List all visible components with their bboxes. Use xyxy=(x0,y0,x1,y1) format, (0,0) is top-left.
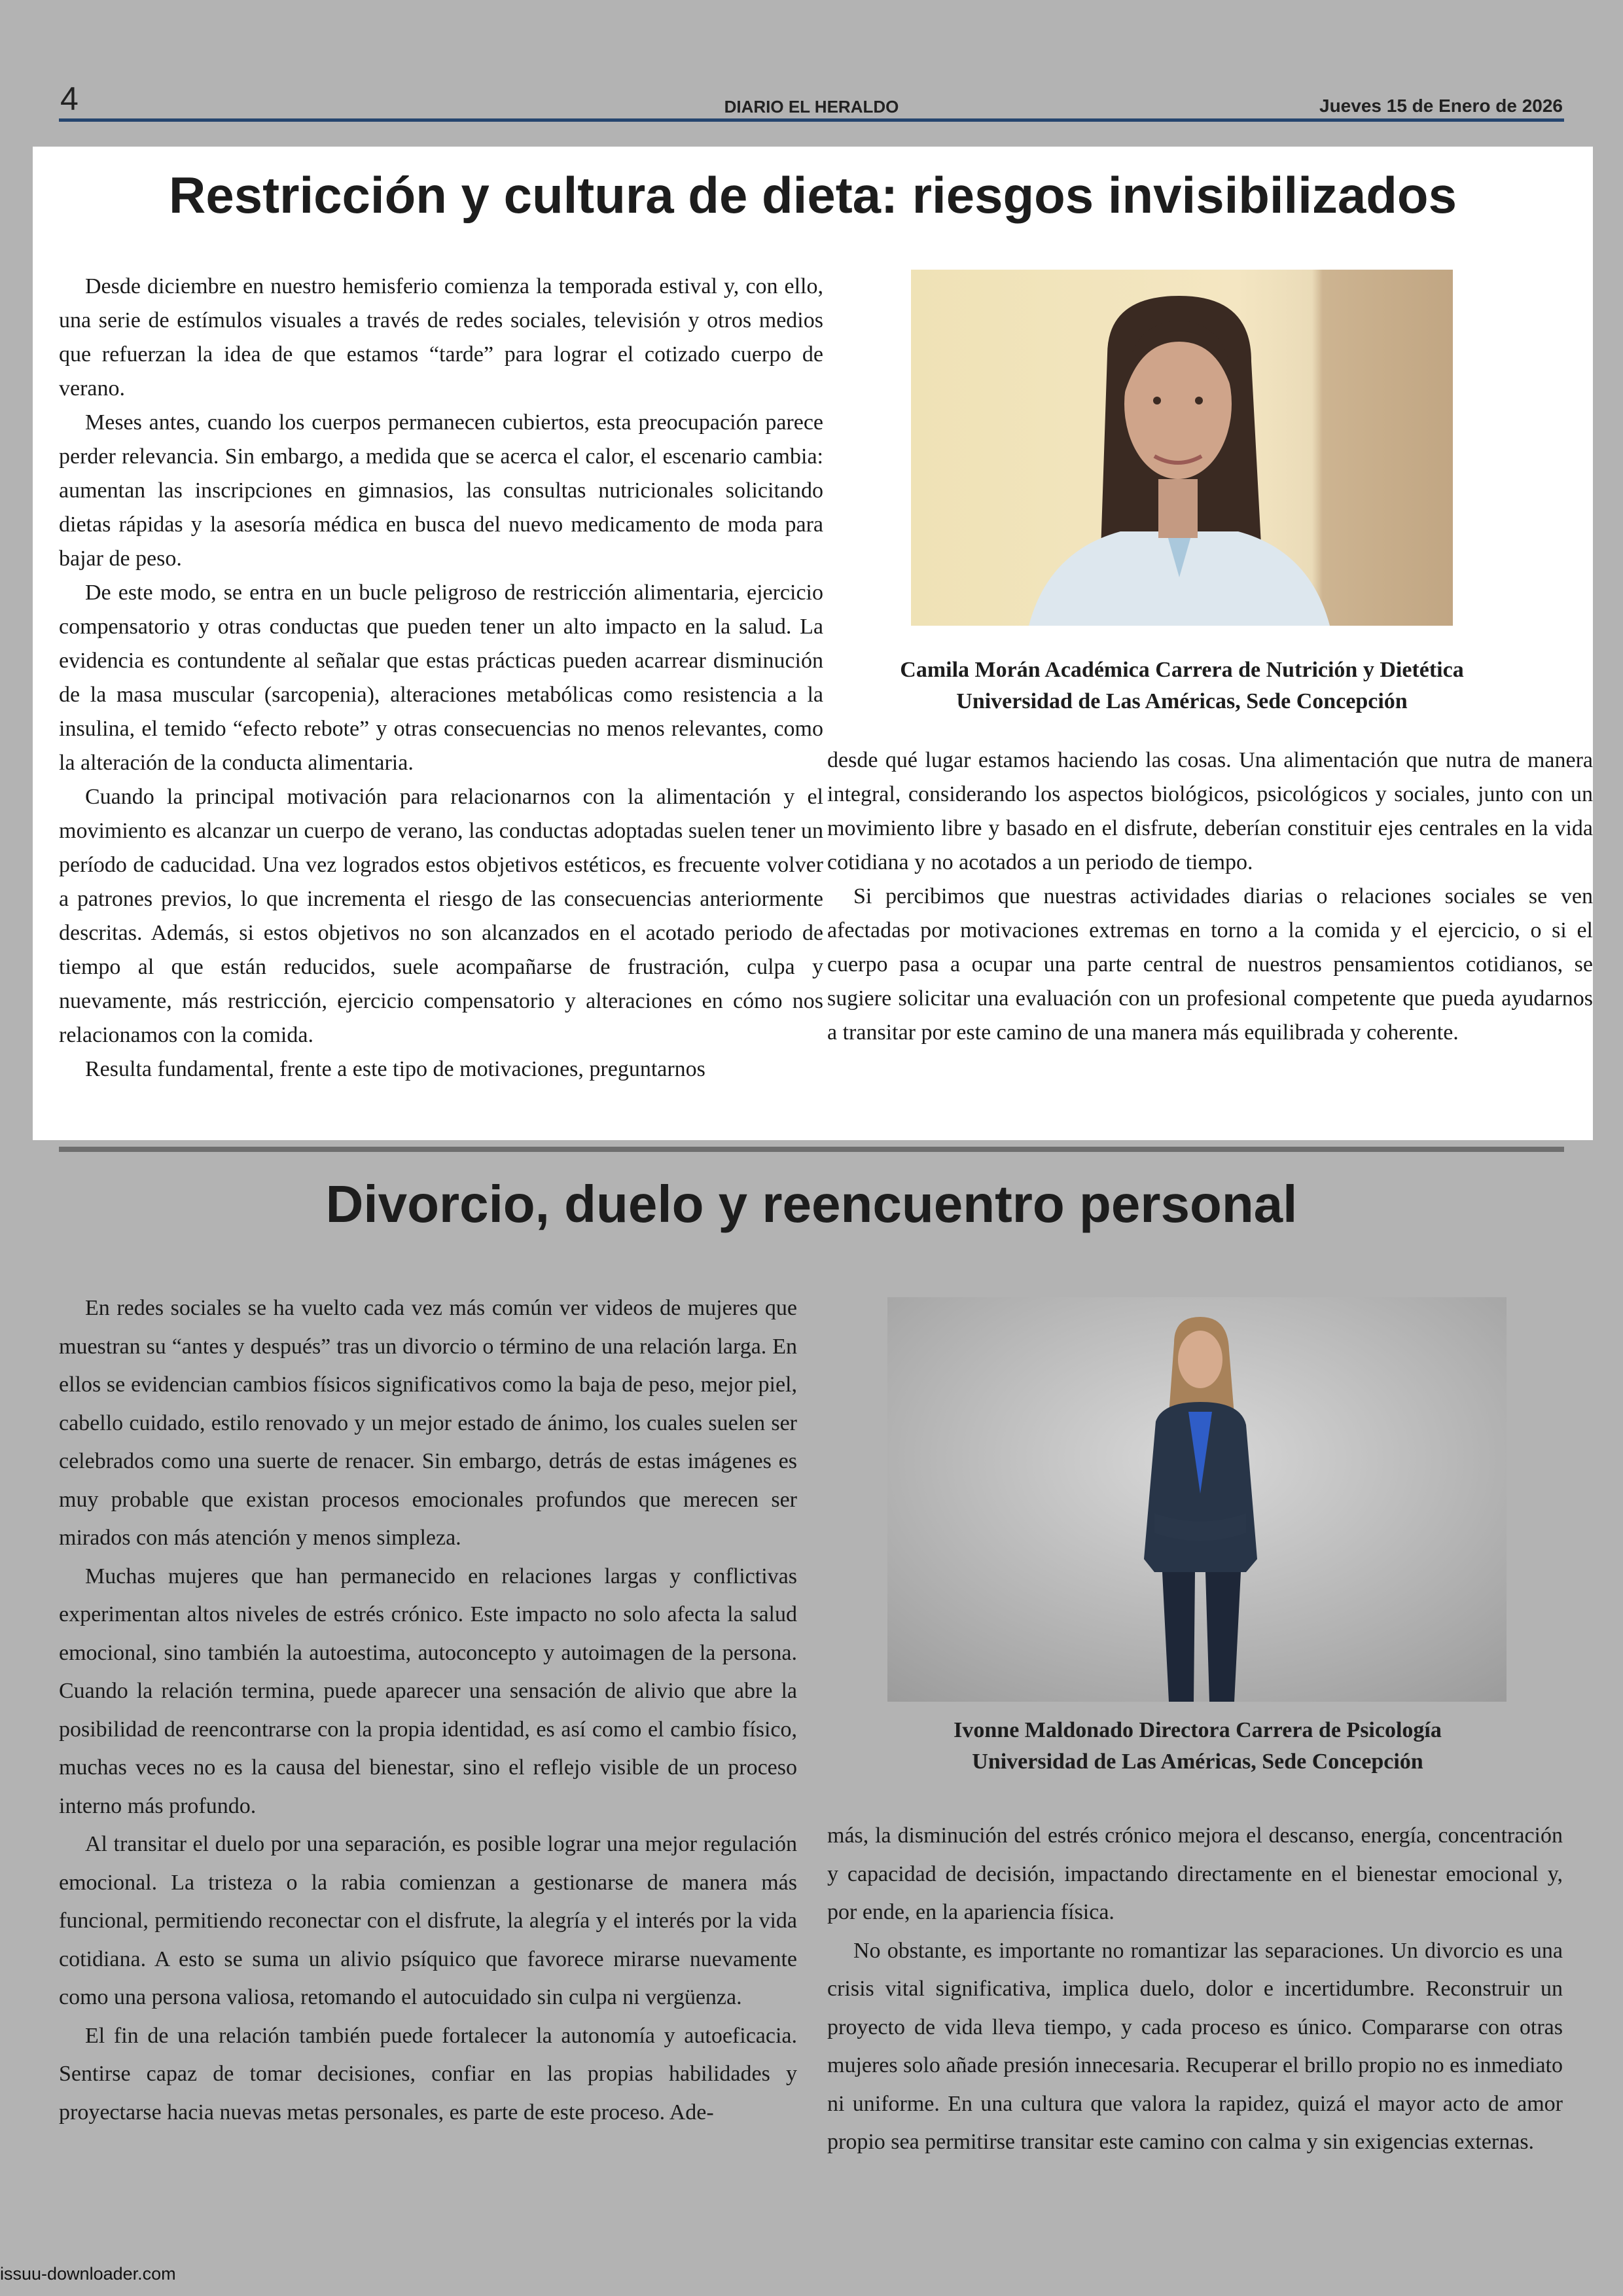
caption-institution-line: Universidad de Las Américas, Sede Concepción xyxy=(972,1749,1423,1774)
paragraph: Cuando la principal motivación para relacionarnos con la alimentación y el movimiento es alcanzar un cuerpo de verano, las conductas adoptadas suelen tener un período de caducidad. Una vez logrados estos objetivos estéticos, es frecuente volver a patrones previos, lo que incrementa el riesgo de las consecuencias anteriormente descritas. Además, si estos objetivos no son alcanzados en el acotado periodo de tiempo al que están reducidos, suele acompañarse de frustración, culpa y nuevamente, más restricción, ejercicio compensatorio y alteraciones en cómo nos relacionamos con la comida. xyxy=(59,785,823,1047)
paragraph: Resulta fundamental, frente a este tipo de motivaciones, preguntarnos xyxy=(85,1057,705,1081)
caption-institution-line: Universidad de Las Américas, Sede Concepción xyxy=(956,689,1408,713)
paragraph: Muchas mujeres que han permanecido en relaciones largas y conflictivas experimentan altos niveles de estrés crónico. Este impacto no solo afecta la salud emocional, sino también la autoestima, autoconcepto y autoimagen de la persona. Cuando la relación termina, puede aparecer una sensación de alivio que abre la posibilidad de reencontrarse con la propia identidad, es así como el cambio físico, muchas veces no es la causa del bienestar, sino el reflejo visible de un proceso interno más profundo. xyxy=(59,1564,797,1818)
article-left-column xyxy=(59,270,823,1086)
portrait-image xyxy=(887,1297,1507,1702)
header-rule xyxy=(59,118,1564,122)
paragraph: Desde diciembre en nuestro hemisferio comienza la temporada estival y, con ello, una serie de estímulos visuales a través de redes sociales, televisión y otros medios que refuerzan la idea de que estamos “tarde” para lograr el cotizado cuerpo de verano. xyxy=(59,274,823,401)
author-photo-camila xyxy=(911,270,1453,626)
paragraph: Al transitar el duelo por una separación, es posible lograr una mejor regulación emocional. La tristeza o la rabia comienzan a gestionarse de manera más funcional, permitiendo reconectar con el disfrute, la alegría y el interés por la vida cotidiana. A esto se suma un alivio psíquico que favorece mirarse nuevamente como una persona valiosa, retomando el autocuidado sin culpa ni vergüenza. xyxy=(59,1832,797,2009)
article-title: Restricción y cultura de dieta: riesgos invisibilizados xyxy=(169,166,1457,224)
photo-caption xyxy=(864,1715,1531,1778)
caption-name-line: Ivonne Maldonado Directora Carrera de Psicología xyxy=(954,1718,1442,1742)
paragraph: No obstante, es importante no romantizar las separaciones. Un divorcio es una crisis vital significativa, implica duelo, dolor e incertidumbre. Reconstruir un proyecto de vida lleva tiempo, y cada proceso es único. Compararse con otras mujeres solo añade presión innecesaria. Recuperar el brillo propio no es inmediato ni uniforme. En una cultura que valora la rapidez, quizá el mayor acto de amor propio sea permitirse transitar este camino con calma y sin exigencias externas. xyxy=(827,1938,1563,2154)
newspaper-name: DIARIO EL HERALDO xyxy=(724,97,899,117)
article-diet xyxy=(33,147,1593,1140)
paragraph: Meses antes, cuando los cuerpos permanecen cubiertos, esta preocupación parece perder relevancia. Sin embargo, a medida que se acerca el calor, el escenario cambia: aumentan las inscripciones en gimnasios, las consultas nutricionales solicitando dietas rápidas y la asesoría médica en busca del nuevo medicamento de moda para bajar de peso. xyxy=(59,410,823,571)
paragraph: En redes sociales se ha vuelto cada vez más común ver videos de mujeres que muestran su “antes y después” tras un divorcio o término de una relación larga. En ellos se evidencian cambios físicos significativos como la baja de peso, mejor piel, cabello cuidado, estilo renovado y un mejor estado de ánimo, los cuales suelen ser celebrados como una suerte de renacer. Sin embargo, detrás de estas imágenes es muy probable que existan procesos emocionales profundos que merecen ser mirados con más atención y menos simpleza. xyxy=(59,1296,797,1550)
paragraph: De este modo, se entra en un bucle peligroso de restricción alimentaria, ejercicio compensatorio y otras conductas que pueden tener un alto impacto en la salud. La evidencia es contundente al señalar que estas prácticas pueden acarrear disminución de la masa muscular (sarcopenia), alteraciones metabólicas como resistencia a la insulina, el temido “efecto rebote” y otras consecuencias no menos relevantes, como la alteración de la conducta alimentaria. xyxy=(59,581,823,775)
photo-caption xyxy=(848,655,1516,717)
author-photo-ivonne xyxy=(887,1297,1507,1702)
portrait-image xyxy=(911,270,1453,626)
article-right-column xyxy=(827,744,1593,1050)
article-left-column xyxy=(59,1289,797,2132)
paragraph: más, la disminución del estrés crónico mejora el descanso, energía, concentración y capacidad de decisión, impactando directamente en el bienestar emocional y, por ende, en la apariencia física. xyxy=(827,1823,1563,1924)
caption-name-line: Camila Morán Académica Carrera de Nutrición y Dietética xyxy=(900,658,1464,682)
watermark-text: issuu-downloader.com xyxy=(0,2264,176,2284)
paragraph: Si percibimos que nuestras actividades diarias o relaciones sociales se ven afectadas por motivaciones extremas en torno a la comida y el ejercicio, o si el cuerpo pasa a ocupar una parte central de nuestros pensamientos cotidianos, se sugiere solicitar una evaluación con un profesional competente que pueda ayudarnos a transitar por este camino de una manera más equilibrada y coherente. xyxy=(827,884,1593,1045)
article-right-column xyxy=(827,1817,1563,2162)
article-title: Divorcio, duelo y reencuentro personal xyxy=(325,1175,1298,1233)
article-separator xyxy=(59,1147,1564,1152)
paragraph: El fin de una relación también puede fortalecer la autonomía y autoeficacia. Sentirse capaz de tomar decisiones, confiar en las propias habilidades y proyectarse hacia nuevas metas personales, es parte de este proceso. Ade- xyxy=(59,2023,797,2125)
paragraph: desde qué lugar estamos haciendo las cosas. Una alimentación que nutra de manera integral, considerando los aspectos biológicos, psicológicos y sociales, junto con un movimiento libre y basado en el disfrute, deberían constituir ejes centrales en la vida cotidiana y no acotados a un periodo de tiempo. xyxy=(827,748,1593,874)
issue-date: Jueves 15 de Enero de 2026 xyxy=(1319,96,1563,116)
page-number: 4 xyxy=(60,81,79,117)
